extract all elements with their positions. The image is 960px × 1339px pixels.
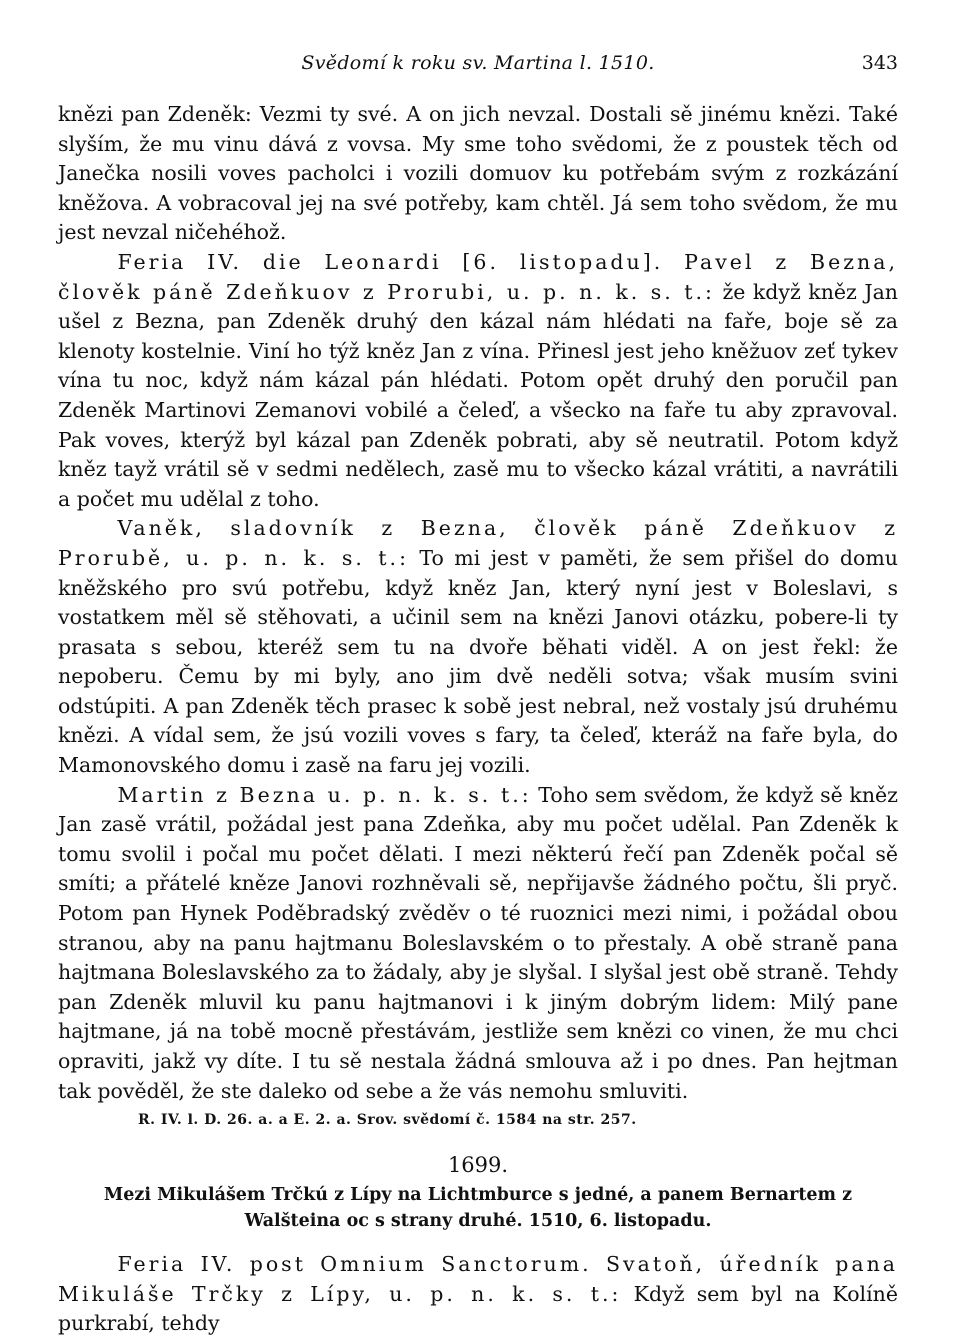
body-text <box>58 100 898 1339</box>
testimony-text: To mi jest v paměti, že sem přišel do domu kněžského pro svú potřebu, když kněz Jan, který nyní jest v Boleslavi, s vostatkem měl sě stěhovati, a učinil sem na knězi Janovi otázku, pobere-li ty prasata s sebou, kteréž sem tu na dvoře běhati viděl. A on jest řekl: že nepoberu. Čemu by mi byly, ano jim dvě neděli sotva; však musím svini odstúpiti. A pan Zdeněk těch prasec k sobě jest nebral, než vostaly jsú druhému knězi. A vídal sem, že jsú vozili voves s fary, ta čeleď, kteráž na faře byla, do Mamonovského domu i zasě na faru jej vozili. <box>58 545 898 778</box>
paragraph-pavel-testimony <box>58 248 898 514</box>
witness-heading: Martin z Bezna u. p. n. k. s. t.: <box>117 782 532 807</box>
witness-heading: Vaněk, sladovník z Bezna, člověk páně Zdeňkuov z Prorubě, u. p. n. k. s. t.: <box>58 516 898 570</box>
page-number: 343 <box>861 52 898 74</box>
paragraph-svaton-testimony <box>58 1250 898 1339</box>
running-title: Svědomí k roku sv. Martina l. 1510. <box>301 52 655 74</box>
document-number: 1699. <box>447 1153 509 1178</box>
paragraph-martin-testimony <box>58 781 898 1107</box>
testimony-text: Když sem byl na Kolíně purkrabí, tehdy <box>58 1281 898 1336</box>
page-header <box>58 52 898 82</box>
paragraph-continuation: knězi pan Zdeněk: Vezmi ty své. A on jich nevzal. Dostali sě jinému knězi. Také slyším, že mu vinu dává z vovsa. My sme toho svědomi, že z poustek těch od Janečka nosili voves pacholci i vozili domuov ku potřebám svým z rozkázání kněžova. A vobracoval jej na své potřeby, kam chtěl. Já sem toho svědom, že mu jest nevzal ničehéhož. <box>58 102 898 245</box>
witness-heading: Feria IV. post Omnium Sanctorum. Svatoň, úředník pana Mikuláše Trčky z Lípy, u. p. n. k. s. t.: <box>58 1252 898 1306</box>
testimony-text: že když kněz Jan ušel z Bezna, pan Zdeněk druhý den kázal nám hlédati na faře, boje sě za klenoty kostelnie. Viní ho týž kněz Jan z vína. Přinesl jest jeho kněžuov zeť tykev vína tu noc, když nám kázal pán hlédati. Potom opět druhý den poručil pan Zdeněk Martinovi Zemanovi vobilé a čeleď, a všecko na faře tu aby zpravoval. Pak voves, kterýž byl kázal pan Zdeněk pobrati, aby sě neutratil. Potom když kněz tayž vrátil sě v sedmi nedělech, zasě mu to všecko kázal vrátiti, a navrátili a počet mu udělal z toho. <box>58 279 898 511</box>
witness-heading: Feria IV. die Leonardi [6. listopadu]. Pavel z Bezna, člověk páně Zdeňkuov z Prorubi, u. p. n. k. s. t.: <box>58 249 898 304</box>
source-reference: R. IV. l. D. 26. a. a E. 2. a. Srov. svědomí č. 1584 na str. 257. <box>138 1112 637 1129</box>
paragraph-vanek-testimony <box>58 514 898 780</box>
document-regest: Mezi Mikulášem Trčkú z Lípy na Lichtmburce s jedné, a panem Bernartem z Walšteina oc s strany druhé. 1510, 6. listopadu. <box>103 1185 853 1232</box>
testimony-text: Toho sem svědom, že když sě kněz Jan zasě vrátil, požádal jest pana Zdeňka, aby mu počet udělal. Pan Zdeněk k tomu svolil i počal mu počet dělati. I mezi některú řečí pan Zdeněk počal sě smíti; a přátelé kněze Janovi rozhněvali sě, nepřijavše žádného počtu, šli pryč. Potom pan Hynek Poděbradský zvěděv o té ruoznici mezi nimi, i požádal obou stranou, aby na panu hajtmanu Boleslavském o to přestaly. A obě straně pana hajtmana Boleslavského za to žádaly, aby je slyšal. I slyšal jest obě straně. Tehdy pan Zdeněk mluvil ku panu hajtmanovi i k jiným dobrým lidem: Milý pane hajtmane, já na tobě mocně přestávám, jestliže sem knězi co vinen, že mu chci opraviti, jakž vy díte. I tu sě nestala žádná smlouva až i po dnes. Pan hejtman tak pověděl, že ste daleko od sebe a že vás nemohu smluviti. <box>58 782 898 1103</box>
